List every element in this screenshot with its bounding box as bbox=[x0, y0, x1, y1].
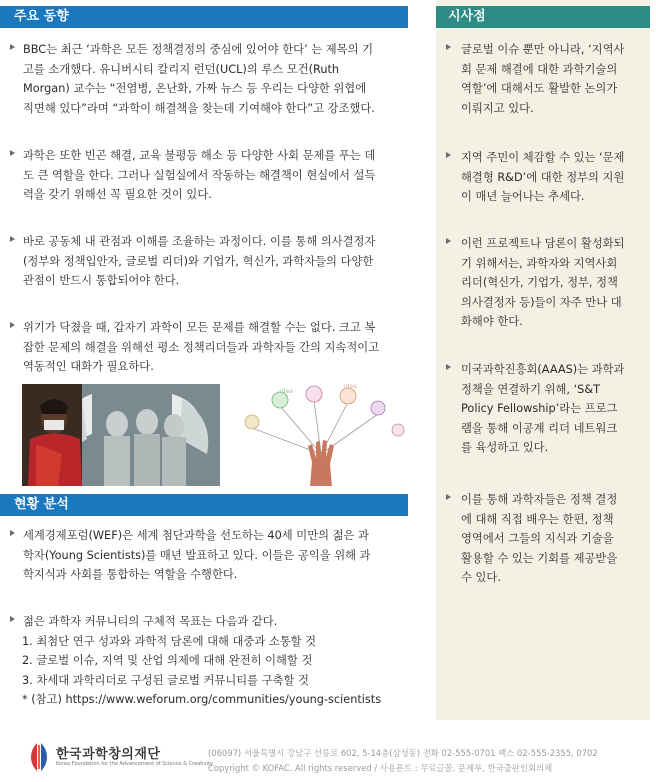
text-line: 이뤄지고 있다. bbox=[461, 101, 534, 115]
text-line: 수 있다. bbox=[461, 571, 501, 584]
text-line: 직면해 있다”라며 “과학이 해결책을 찾는데 기여해야 한다”고 강조했다. bbox=[23, 101, 375, 115]
text-line: 활용할 수 있는 기회를 제공받을 bbox=[461, 551, 618, 565]
section-header-analysis bbox=[0, 494, 408, 516]
org-name-korean: 한국과학창의재단 bbox=[56, 747, 161, 762]
text-line: BBC는 최근 ‘과학은 모든 정책결정의 중심에 있어야 한다’ 는 제목의 기 bbox=[23, 43, 374, 56]
text-line: 를 육성하고 있다. bbox=[461, 441, 549, 454]
lightbulbs-hand-icon bbox=[232, 384, 410, 486]
trend-paragraph-4 bbox=[10, 318, 412, 377]
idea-label: idea bbox=[280, 388, 293, 395]
text-line: 바로 공동체 내 관점과 이해를 조율하는 과정이다. 이를 통해 의사결정자 bbox=[23, 235, 376, 248]
text-line: 회 문제 해결에 대한 과학기술의 bbox=[461, 62, 618, 76]
text-line: 학자(Young Scientists)를 매년 발표하고 있다. 이들은 공익을 위해 과 bbox=[23, 548, 371, 562]
bullet-icon bbox=[10, 322, 15, 328]
implication-item-3 bbox=[446, 234, 644, 332]
goal-item: 3. 차세대 과학리더로 구성된 글로벌 커뮤니티를 구축할 것 bbox=[22, 673, 309, 687]
org-name-english: Korea Foundation for the Advancement of Science & Creativity bbox=[56, 761, 213, 767]
text-line: 잡한 문제의 해결을 위해선 평소 정책리더들과 과학자들 간의 지속적이고 bbox=[23, 340, 380, 354]
implications-panel bbox=[436, 0, 650, 720]
bullet-icon bbox=[446, 494, 451, 500]
trend-paragraph-3 bbox=[10, 232, 412, 291]
analysis-paragraph-1 bbox=[10, 526, 412, 585]
address-text: (06097) 서울특별시 강남구 선릉로 602, 5-14층(삼성동) 전화 02-555-0701 팩스 02-555-2355, 0702 bbox=[208, 748, 598, 758]
mural-photo bbox=[22, 384, 220, 486]
text-line: 세계경제포럼(WEF)은 세계 첨단과학을 선도하는 40세 미만의 젊은 과 bbox=[23, 529, 369, 542]
trend-paragraph-2 bbox=[10, 146, 412, 205]
text-line: 리더(혁신가, 기업가, 정부, 정책 bbox=[461, 276, 618, 289]
text-line: 도 큰 역할을 한다. 그러나 실험실에서 작동하는 해결책이 현실에서 설득 bbox=[23, 168, 376, 182]
text-line: 력을 갖기 위해선 꼭 필요한 것이 있다. bbox=[23, 188, 212, 201]
text-line: 영역에서 그들의 지식과 기술을 bbox=[461, 532, 614, 545]
bullet-icon bbox=[10, 616, 15, 622]
lightbulb-illustration bbox=[232, 384, 410, 486]
text-line: 젊은 과학자 커뮤니티의 구체적 목표는 다음과 같다. bbox=[23, 615, 278, 628]
text-line: 관점이 반드시 통합되어야 한다. bbox=[23, 274, 180, 287]
text-line: 고를 소개했다. 유니버시티 칼리지 런던(UCL)의 루스 모건(Ruth bbox=[23, 62, 340, 76]
text-line: 의사결정자 등)들이 자주 만나 대 bbox=[461, 295, 622, 309]
text-line: 정책을 연결하기 위해, ‘S&T bbox=[461, 382, 601, 396]
implication-item-2 bbox=[446, 148, 644, 207]
bullet-icon bbox=[10, 530, 15, 536]
text-line: 이 매년 늘어나는 추세다. bbox=[461, 190, 585, 203]
text-line: 해결형 R&D’에 대한 정부의 지원 bbox=[461, 170, 625, 184]
goal-item: 2. 글로벌 이슈, 지역 및 산업 의제에 대해 완전히 이해할 것 bbox=[22, 654, 313, 667]
bullet-icon bbox=[446, 152, 451, 158]
bullet-icon bbox=[446, 44, 451, 50]
text-line: Policy Fellowship’라는 프로그 bbox=[461, 402, 618, 415]
idea-label: idea bbox=[344, 384, 357, 390]
text-line: 과학은 또한 빈곤 해결, 교육 불평등 해소 등 다양한 사회 문제를 푸는 데 bbox=[23, 149, 376, 162]
bullet-icon bbox=[446, 364, 451, 370]
text-line: 이를 통해 과학자들은 정책 결정 bbox=[461, 493, 618, 506]
text-line: 역할’에 대해서도 활발한 논의가 bbox=[461, 82, 618, 95]
text-line: 역동적인 대화가 필요하다. bbox=[23, 360, 154, 373]
kofac-logo-icon bbox=[30, 741, 48, 773]
text-line: 학지식과 사회를 통합하는 역할을 수행한다. bbox=[23, 568, 238, 581]
bullet-icon bbox=[10, 44, 15, 50]
section-header-trends bbox=[0, 6, 408, 28]
text-line: 기 위해서는, 과학자와 지역사회 bbox=[461, 256, 618, 270]
section-title-analysis: 현황 분석 bbox=[14, 497, 69, 512]
bullet-icon bbox=[446, 238, 451, 244]
goals-list bbox=[10, 632, 412, 710]
section-title-implications: 시사점 bbox=[448, 9, 486, 24]
text-line: 위기가 닥쳤을 때, 갑자기 과학이 모든 문제를 해결할 수는 없다. 크고 복 bbox=[23, 321, 376, 334]
implication-item-4 bbox=[446, 360, 644, 458]
implication-item-5 bbox=[446, 490, 644, 588]
copyright-text: Copyright © KOFAC. All rights reserved / 사용폰트 : 무료글꼴, 문제부, 한국출판인회의체 bbox=[208, 763, 553, 773]
analysis-paragraph-2 bbox=[10, 612, 412, 710]
text-line: (정부와 정책입안자, 글로벌 리더)와 기업가, 혁신가, 과학자들의 다양한 bbox=[23, 254, 374, 268]
section-title-trends: 주요 동향 bbox=[14, 9, 69, 24]
goal-item: 1. 최첨단 연구 성과와 과학적 담론에 대해 대중과 소통할 것 bbox=[22, 634, 317, 648]
text-line: Morgan) 교수는 “전염병, 온난화, 가짜 뉴스 등 우리는 다양한 위협에 bbox=[23, 82, 367, 95]
reference-link[interactable]: * (참고) https://www.weforum.org/communities/young-scientists bbox=[22, 693, 382, 706]
text-line: 글로벌 이슈 뿐만 아니라, ‘지역사 bbox=[461, 43, 625, 56]
text-line: 에 대해 직접 배우는 한편, 정책 bbox=[461, 512, 614, 526]
bullet-icon bbox=[10, 236, 15, 242]
text-line: 지역 주민이 체감할 수 있는 ‘문제 bbox=[461, 151, 625, 164]
page-footer bbox=[0, 734, 656, 782]
implication-item-1 bbox=[446, 40, 644, 118]
text-line: 화해야 한다. bbox=[461, 315, 523, 328]
bullet-icon bbox=[10, 150, 15, 156]
mural-illustration bbox=[22, 384, 220, 486]
text-line: 미국과학진흥회(AAAS)는 과학과 bbox=[461, 363, 625, 376]
trend-paragraph-1 bbox=[10, 40, 412, 118]
section-header-implications bbox=[436, 6, 650, 28]
text-line: 램을 통해 이공계 리더 네트워크 bbox=[461, 421, 618, 435]
text-line: 이런 프로젝트나 담론이 활성화되 bbox=[461, 237, 625, 250]
